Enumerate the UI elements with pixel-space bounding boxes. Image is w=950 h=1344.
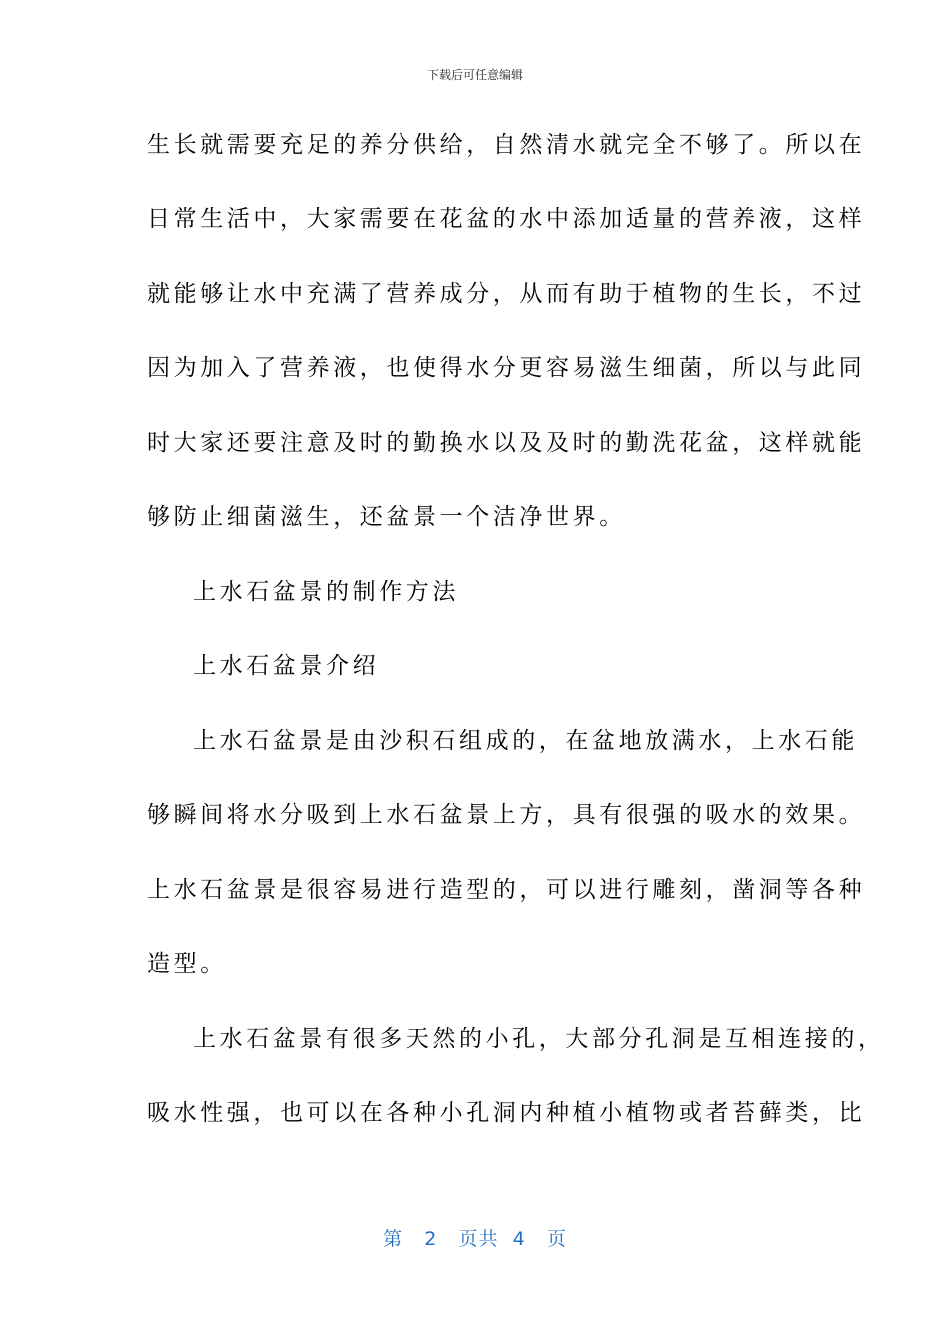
current-page-number: 2 bbox=[424, 1228, 438, 1250]
paragraph-line: 因为加入了营养液，也使得水分更容易滋生细菌，所以与此同 bbox=[147, 355, 866, 381]
paragraph-line: 造型。 bbox=[147, 951, 227, 977]
footer-label-suffix: 页 bbox=[546, 1228, 567, 1250]
paragraph-line: 吸水性强，也可以在各种小孔洞内种植小植物或者苔藓类，比 bbox=[147, 1100, 866, 1126]
footer-label-prefix: 第 bbox=[383, 1228, 404, 1250]
paragraph-line: 上水石盆景是由沙积石组成的，在盆地放满水，上水石能 bbox=[193, 728, 858, 754]
footer-label-mid: 页共 bbox=[458, 1228, 499, 1250]
total-pages-number: 4 bbox=[512, 1228, 526, 1250]
subsection-heading: 上水石盆景介绍 bbox=[193, 653, 380, 679]
section-heading: 上水石盆景的制作方法 bbox=[193, 579, 459, 605]
paragraph-line: 就能够让水中充满了营养成分，从而有助于植物的生长，不过 bbox=[147, 281, 866, 307]
paragraph-line: 时大家还要注意及时的勤换水以及及时的勤洗花盆，这样就能 bbox=[147, 430, 866, 456]
paragraph-line: 生长就需要充足的养分供给，自然清水就完全不够了。所以在 bbox=[147, 132, 866, 158]
paragraph-line: 够瞬间将水分吸到上水石盆景上方，具有很强的吸水的效果。 bbox=[147, 802, 866, 828]
header-note: 下载后可任意编辑 bbox=[426, 68, 523, 82]
paragraph-line: 够防止细菌滋生，还盆景一个洁净世界。 bbox=[147, 504, 626, 530]
paragraph-line: 上水石盆景有很多天然的小孔，大部分孔洞是互相连接的， bbox=[193, 1026, 885, 1052]
paragraph-line: 日常生活中，大家需要在花盆的水中添加适量的营养液，这样 bbox=[147, 206, 866, 232]
page-number-footer bbox=[0, 1224, 950, 1251]
paragraph-line: 上水石盆景是很容易进行造型的，可以进行雕刻，凿洞等各种 bbox=[147, 877, 866, 903]
